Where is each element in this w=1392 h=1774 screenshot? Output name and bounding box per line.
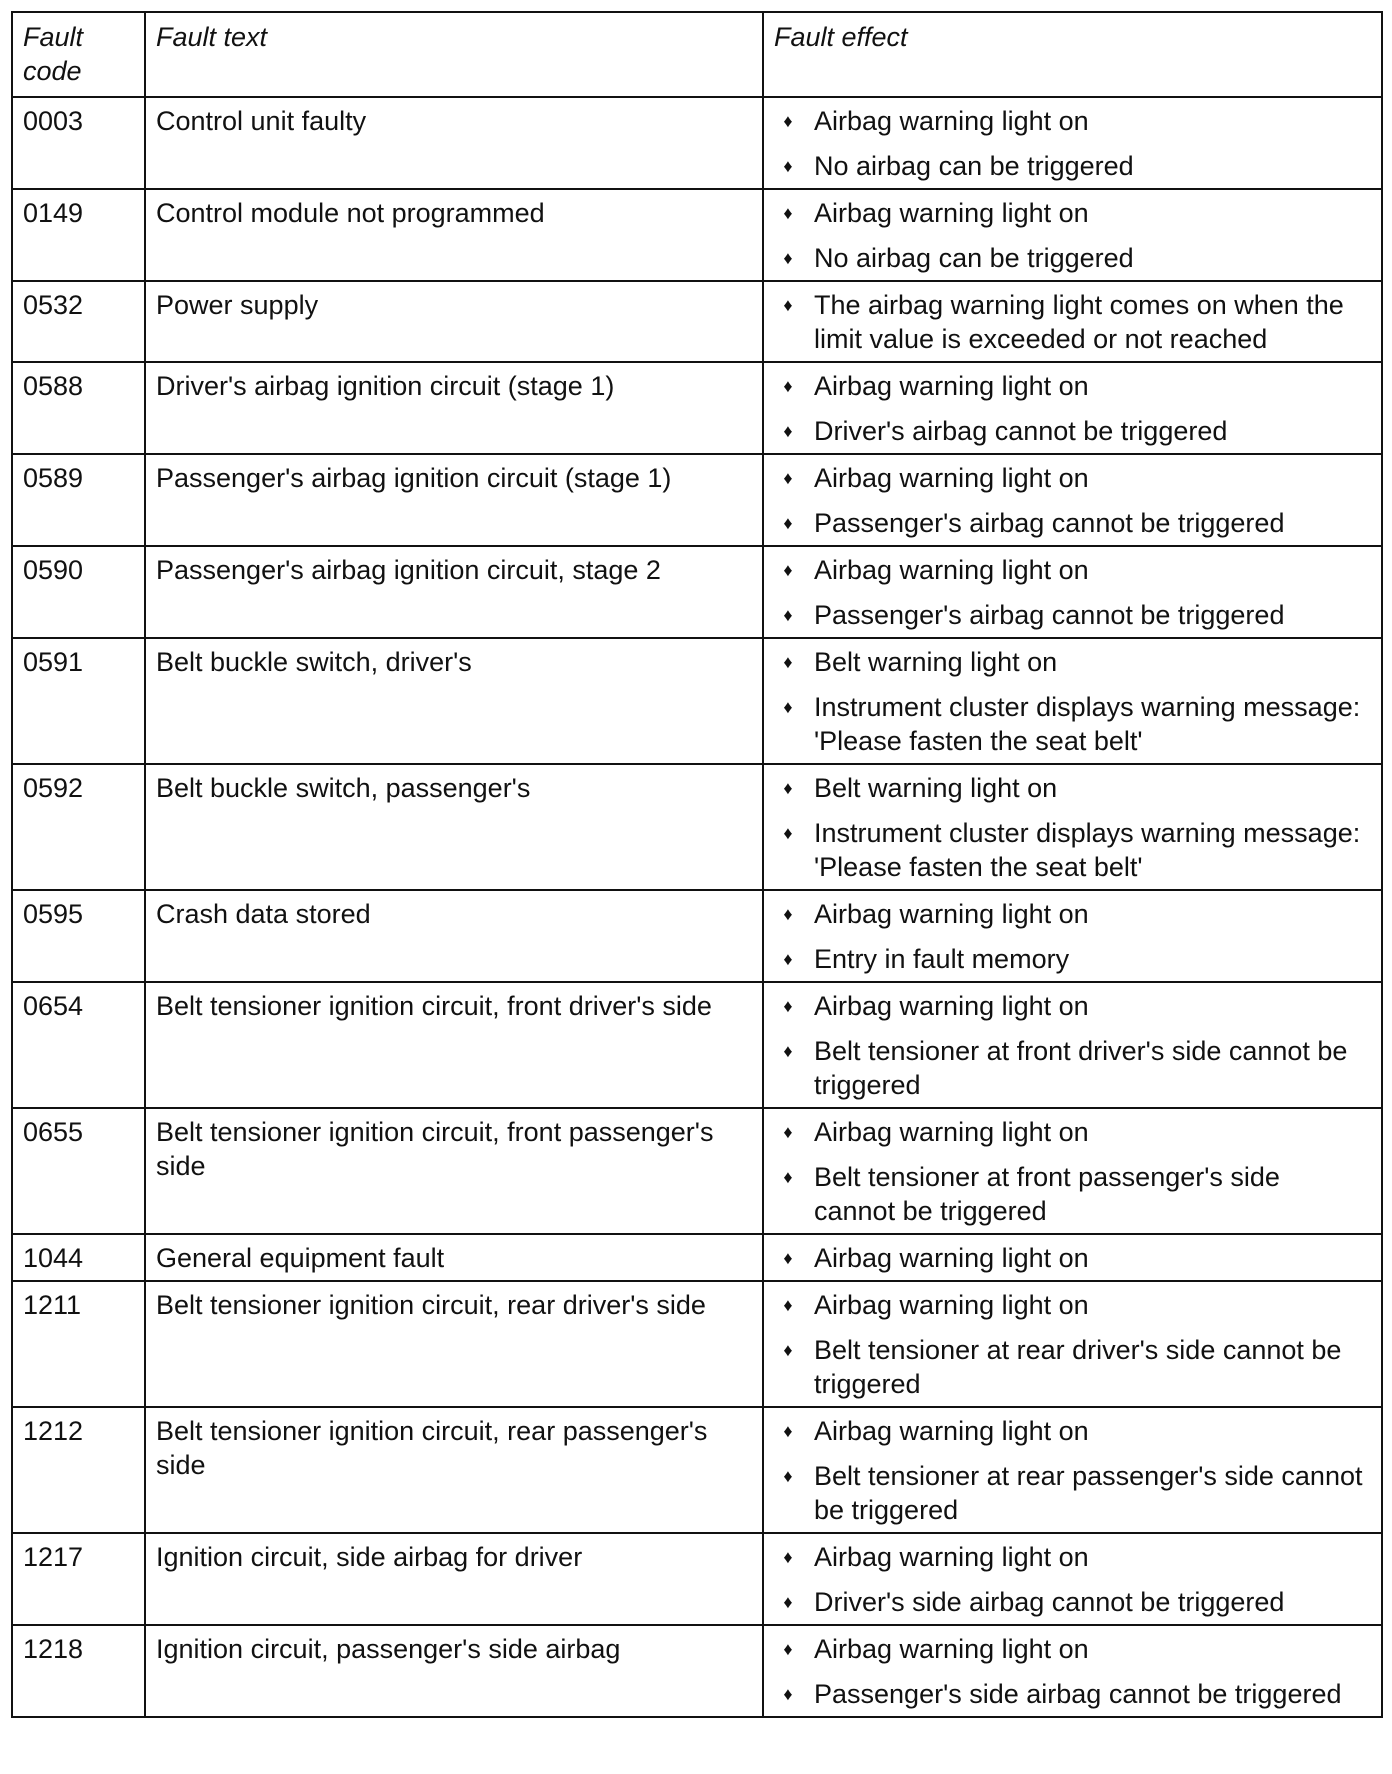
- fault-effect-list: [776, 553, 1367, 632]
- table-row: [12, 1281, 1382, 1407]
- fault-code-cell: 0003: [12, 97, 145, 189]
- fault-effect-text: Airbag warning light on: [814, 1542, 1089, 1572]
- header-fault-text: Fault text: [145, 12, 763, 97]
- fault-effect-list: [776, 989, 1367, 1102]
- list-item: [776, 1160, 1367, 1228]
- fault-code-cell: 0589: [12, 454, 145, 546]
- fault-effect-text: Passenger's side airbag cannot be triggered: [814, 1679, 1342, 1709]
- diamond-bullet-icon: ♦: [783, 376, 793, 396]
- diamond-bullet-icon: ♦: [783, 1547, 793, 1567]
- fault-text-cell: Control unit faulty: [145, 97, 763, 189]
- fault-code-cell: 0149: [12, 189, 145, 281]
- fault-text-cell: Driver's airbag ignition circuit (stage 1): [145, 362, 763, 454]
- list-item: [776, 1459, 1367, 1527]
- fault-code-cell: 1211: [12, 1281, 145, 1407]
- fault-effect-list: [776, 1540, 1367, 1619]
- fault-effect-cell: [763, 764, 1382, 890]
- diamond-bullet-icon: ♦: [783, 111, 793, 131]
- fault-effect-text: The airbag warning light comes on when the limit value is exceeded or not reached: [814, 290, 1344, 354]
- fault-effect-cell: [763, 97, 1382, 189]
- fault-code-cell: 0590: [12, 546, 145, 638]
- fault-code-cell: 0595: [12, 890, 145, 982]
- list-item: [776, 1540, 1367, 1574]
- fault-effect-list: [776, 104, 1367, 183]
- fault-effect-cell: [763, 1234, 1382, 1281]
- diamond-bullet-icon: ♦: [783, 949, 793, 969]
- diamond-bullet-icon: ♦: [783, 778, 793, 798]
- header-fault-effect: Fault effect: [763, 12, 1382, 97]
- fault-effect-text: Airbag warning light on: [814, 198, 1089, 228]
- table-row: [12, 1625, 1382, 1717]
- fault-effect-list: [776, 1241, 1367, 1275]
- table-row: [12, 1533, 1382, 1625]
- fault-effect-list: [776, 1414, 1367, 1527]
- diamond-bullet-icon: ♦: [783, 560, 793, 580]
- fault-code-cell: 0588: [12, 362, 145, 454]
- fault-effect-cell: [763, 362, 1382, 454]
- table-row: [12, 1108, 1382, 1234]
- fault-effect-list: [776, 645, 1367, 758]
- list-item: [776, 369, 1367, 403]
- fault-effect-text: Airbag warning light on: [814, 1416, 1089, 1446]
- fault-effect-text: Airbag warning light on: [814, 1290, 1089, 1320]
- fault-code-cell: 1218: [12, 1625, 145, 1717]
- fault-effect-cell: [763, 454, 1382, 546]
- fault-effect-text: Airbag warning light on: [814, 371, 1089, 401]
- fault-effect-text: Airbag warning light on: [814, 899, 1089, 929]
- fault-effect-text: Airbag warning light on: [814, 106, 1089, 136]
- fault-effect-cell: [763, 189, 1382, 281]
- fault-text-cell: Ignition circuit, side airbag for driver: [145, 1533, 763, 1625]
- list-item: [776, 506, 1367, 540]
- table-row: [12, 189, 1382, 281]
- fault-code-cell: 0654: [12, 982, 145, 1108]
- list-item: [776, 461, 1367, 495]
- fault-effect-cell: [763, 1533, 1382, 1625]
- fault-text-cell: Belt tensioner ignition circuit, rear driver's side: [145, 1281, 763, 1407]
- fault-code-cell: 1044: [12, 1234, 145, 1281]
- fault-effect-text: Belt tensioner at rear passenger's side cannot be triggered: [814, 1461, 1363, 1525]
- fault-effect-text: Passenger's airbag cannot be triggered: [814, 600, 1285, 630]
- list-item: [776, 1241, 1367, 1275]
- fault-effect-text: Belt warning light on: [814, 647, 1058, 677]
- fault-text-cell: Belt tensioner ignition circuit, front driver's side: [145, 982, 763, 1108]
- list-item: [776, 553, 1367, 587]
- list-item: [776, 1115, 1367, 1149]
- table-row: [12, 454, 1382, 546]
- table-header-row: [12, 12, 1382, 97]
- diamond-bullet-icon: ♦: [783, 295, 793, 315]
- fault-effect-text: Driver's airbag cannot be triggered: [814, 416, 1228, 446]
- list-item: [776, 414, 1367, 448]
- list-item: [776, 1034, 1367, 1102]
- fault-effect-text: Driver's side airbag cannot be triggered: [814, 1587, 1285, 1617]
- list-item: [776, 1288, 1367, 1322]
- fault-code-cell: 1217: [12, 1533, 145, 1625]
- diamond-bullet-icon: ♦: [783, 156, 793, 176]
- list-item: [776, 1585, 1367, 1619]
- fault-effect-list: [776, 1632, 1367, 1711]
- table-row: [12, 764, 1382, 890]
- diamond-bullet-icon: ♦: [783, 1167, 793, 1187]
- diamond-bullet-icon: ♦: [783, 468, 793, 488]
- list-item: [776, 104, 1367, 138]
- list-item: [776, 241, 1367, 275]
- fault-effect-cell: [763, 982, 1382, 1108]
- fault-effect-text: Belt tensioner at front driver's side cannot be triggered: [814, 1036, 1348, 1100]
- fault-effect-cell: [763, 1407, 1382, 1533]
- fault-effect-list: [776, 369, 1367, 448]
- diamond-bullet-icon: ♦: [783, 996, 793, 1016]
- table-row: [12, 982, 1382, 1108]
- fault-effect-text: Entry in fault memory: [814, 944, 1070, 974]
- diamond-bullet-icon: ♦: [783, 513, 793, 533]
- fault-text-cell: Belt tensioner ignition circuit, rear passenger's side: [145, 1407, 763, 1533]
- diamond-bullet-icon: ♦: [783, 1592, 793, 1612]
- list-item: [776, 645, 1367, 679]
- diamond-bullet-icon: ♦: [783, 248, 793, 268]
- list-item: [776, 196, 1367, 230]
- diamond-bullet-icon: ♦: [783, 203, 793, 223]
- fault-code-table: [11, 11, 1383, 1718]
- fault-code-cell: 1212: [12, 1407, 145, 1533]
- list-item: [776, 149, 1367, 183]
- diamond-bullet-icon: ♦: [783, 605, 793, 625]
- fault-text-cell: Belt buckle switch, passenger's: [145, 764, 763, 890]
- list-item: [776, 598, 1367, 632]
- list-item: [776, 288, 1367, 356]
- list-item: [776, 690, 1367, 758]
- fault-effect-cell: [763, 1108, 1382, 1234]
- fault-effect-cell: [763, 1281, 1382, 1407]
- table-row: [12, 281, 1382, 362]
- fault-text-cell: Belt buckle switch, driver's: [145, 638, 763, 764]
- fault-effect-list: [776, 1115, 1367, 1228]
- list-item: [776, 989, 1367, 1023]
- diamond-bullet-icon: ♦: [783, 1639, 793, 1659]
- header-fault-code: Fault code: [12, 12, 145, 97]
- fault-effect-text: Instrument cluster displays warning message: 'Please fasten the seat belt': [814, 818, 1361, 882]
- fault-effect-list: [776, 1288, 1367, 1401]
- fault-effect-cell: [763, 546, 1382, 638]
- fault-effect-text: Instrument cluster displays warning message: 'Please fasten the seat belt': [814, 692, 1361, 756]
- fault-effect-text: Airbag warning light on: [814, 1634, 1089, 1664]
- fault-text-cell: Belt tensioner ignition circuit, front passenger's side: [145, 1108, 763, 1234]
- diamond-bullet-icon: ♦: [783, 823, 793, 843]
- fault-text-cell: Ignition circuit, passenger's side airbag: [145, 1625, 763, 1717]
- fault-effect-cell: [763, 281, 1382, 362]
- fault-effect-list: [776, 288, 1367, 356]
- table-row: [12, 546, 1382, 638]
- diamond-bullet-icon: ♦: [783, 904, 793, 924]
- diamond-bullet-icon: ♦: [783, 1466, 793, 1486]
- fault-effect-list: [776, 771, 1367, 884]
- fault-effect-text: Airbag warning light on: [814, 1117, 1089, 1147]
- list-item: [776, 1677, 1367, 1711]
- list-item: [776, 1414, 1367, 1448]
- list-item: [776, 1333, 1367, 1401]
- list-item: [776, 1632, 1367, 1666]
- fault-effect-text: Airbag warning light on: [814, 991, 1089, 1021]
- fault-effect-text: Belt warning light on: [814, 773, 1058, 803]
- table-row: [12, 1407, 1382, 1533]
- diamond-bullet-icon: ♦: [783, 1295, 793, 1315]
- fault-text-cell: Passenger's airbag ignition circuit, stage 2: [145, 546, 763, 638]
- fault-code-cell: 0592: [12, 764, 145, 890]
- fault-effect-cell: [763, 1625, 1382, 1717]
- table-body: [12, 97, 1382, 1717]
- table-row: [12, 1234, 1382, 1281]
- list-item: [776, 897, 1367, 931]
- fault-effect-text: Airbag warning light on: [814, 555, 1089, 585]
- fault-effect-cell: [763, 638, 1382, 764]
- fault-text-cell: Power supply: [145, 281, 763, 362]
- fault-effect-text: Airbag warning light on: [814, 463, 1089, 493]
- fault-effect-text: Belt tensioner at rear driver's side cannot be triggered: [814, 1335, 1342, 1399]
- fault-text-cell: Control module not programmed: [145, 189, 763, 281]
- diamond-bullet-icon: ♦: [783, 1421, 793, 1441]
- fault-effect-list: [776, 461, 1367, 540]
- diamond-bullet-icon: ♦: [783, 421, 793, 441]
- table-row: [12, 638, 1382, 764]
- fault-effect-text: Airbag warning light on: [814, 1243, 1089, 1273]
- list-item: [776, 942, 1367, 976]
- fault-text-cell: Crash data stored: [145, 890, 763, 982]
- diamond-bullet-icon: ♦: [783, 1684, 793, 1704]
- table-row: [12, 362, 1382, 454]
- diamond-bullet-icon: ♦: [783, 1248, 793, 1268]
- diamond-bullet-icon: ♦: [783, 1340, 793, 1360]
- list-item: [776, 771, 1367, 805]
- fault-effect-text: No airbag can be triggered: [814, 151, 1134, 181]
- fault-code-cell: 0591: [12, 638, 145, 764]
- fault-code-cell: 0532: [12, 281, 145, 362]
- table-row: [12, 97, 1382, 189]
- fault-code-cell: 0655: [12, 1108, 145, 1234]
- diamond-bullet-icon: ♦: [783, 697, 793, 717]
- fault-effect-list: [776, 196, 1367, 275]
- fault-effect-list: [776, 897, 1367, 976]
- fault-effect-cell: [763, 890, 1382, 982]
- fault-effect-text: Belt tensioner at front passenger's side cannot be triggered: [814, 1162, 1280, 1226]
- fault-effect-text: No airbag can be triggered: [814, 243, 1134, 273]
- list-item: [776, 816, 1367, 884]
- table-row: [12, 890, 1382, 982]
- diamond-bullet-icon: ♦: [783, 1041, 793, 1061]
- fault-text-cell: Passenger's airbag ignition circuit (stage 1): [145, 454, 763, 546]
- diamond-bullet-icon: ♦: [783, 652, 793, 672]
- fault-text-cell: General equipment fault: [145, 1234, 763, 1281]
- fault-effect-text: Passenger's airbag cannot be triggered: [814, 508, 1285, 538]
- diamond-bullet-icon: ♦: [783, 1122, 793, 1142]
